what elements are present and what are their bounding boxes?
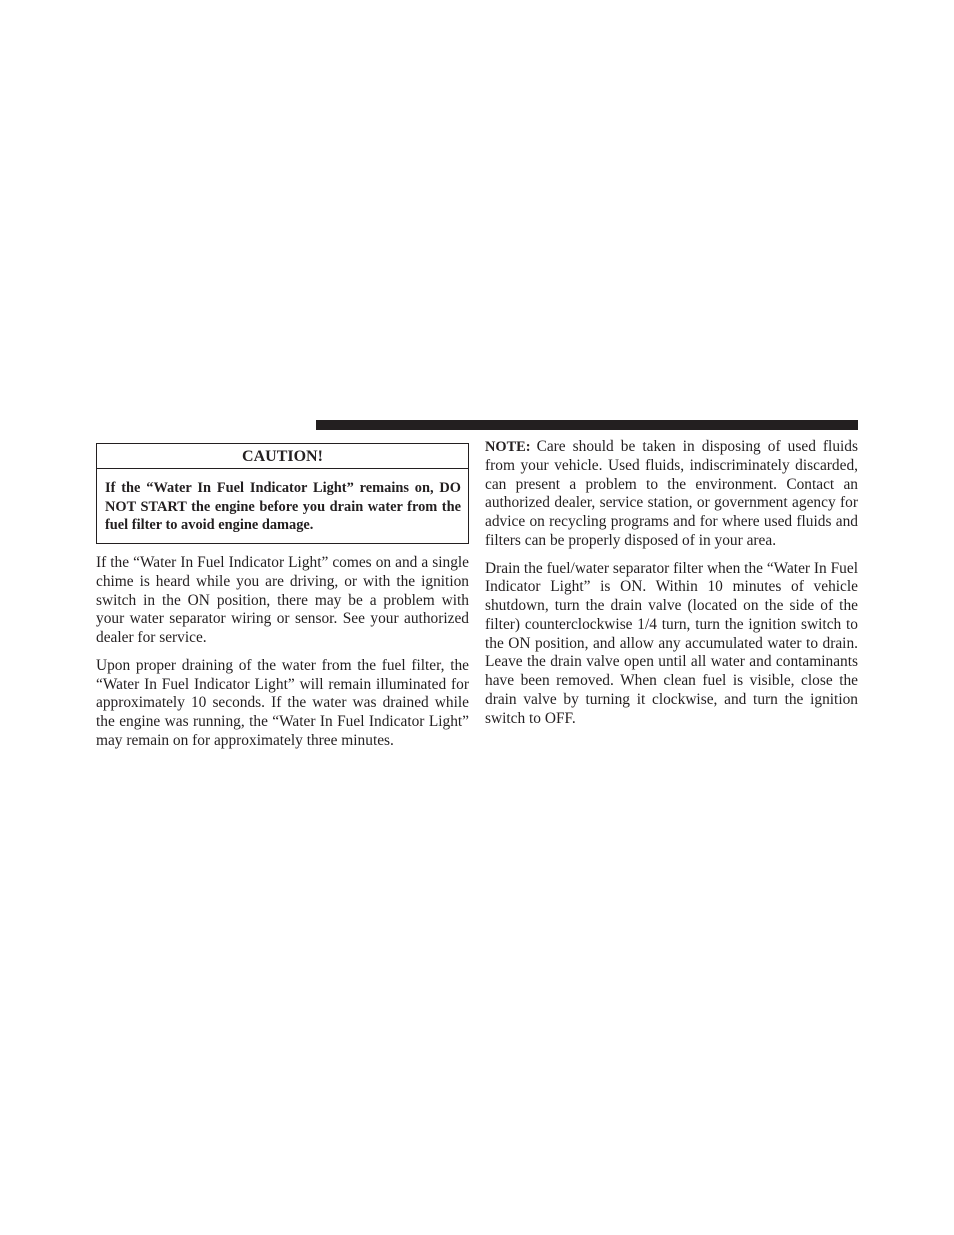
right-column (485, 438, 858, 728)
caution-text: If the “Water In Fuel Indicator Light” remains on, DO NOT START the engine before you drain water from the fuel filter to avoid engine damage. (105, 480, 461, 534)
note-label: NOTE: (485, 439, 531, 455)
drain-procedure-paragraph: Drain the fuel/water separator filter when the “Water In Fuel Indicator Light” is ON. Within 10 minutes of vehicle shutdown, turn the drain valve (located on the side of the filter) counterclockwise 1/4 turn, turn the ignition switch to the ON position, and allow any accumulated water to drain. Leave the drain valve open until all water and contaminants have been removed. When clean fuel is visible, close the drain valve by turning it clockwise, and turn the ignition switch to OFF. (485, 559, 858, 727)
caution-title: CAUTION! (97, 444, 468, 469)
note-text: Care should be taken in disposing of used fluids from your vehicle. Used fluids, indiscriminately discarded, can present a problem to the environment. Contact an authorized dealer, service station, or government agency for advice on recycling programs and for where used fluids and filters can be properly disposed of in your area. (485, 438, 858, 549)
section-header-rule (316, 420, 858, 430)
indicator-light-paragraph: If the “Water In Fuel Indicator Light” comes on and a single chime is heard while you are driving, or with the ignition switch in the ON position, there may be a problem with your water separator wiring or sensor. See your authorized dealer for service. (96, 554, 469, 647)
left-column (96, 443, 469, 751)
draining-result-paragraph: Upon proper draining of the water from the fuel filter, the “Water In Fuel Indicator Light” will remain illuminated for approximately 10 seconds. If the water was drained while the engine was running, the “Water In Fuel Indicator Light” may remain on for approximately three minutes. (96, 656, 469, 749)
note-paragraph (485, 438, 858, 551)
caution-box (96, 443, 469, 544)
